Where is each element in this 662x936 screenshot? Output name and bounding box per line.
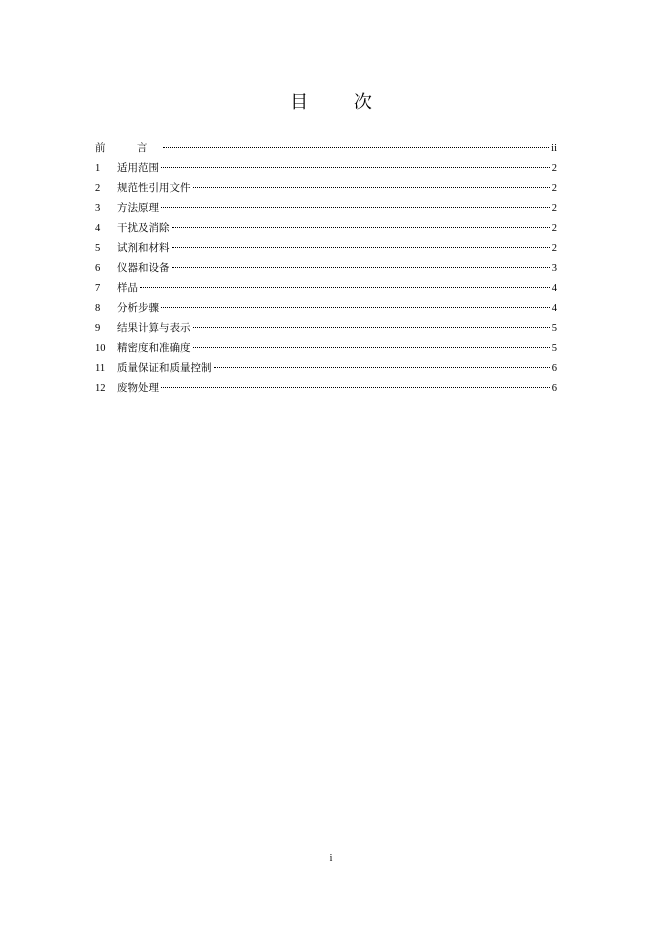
toc-entry-number: 10 <box>95 343 106 354</box>
toc-leader-dots <box>193 187 550 188</box>
toc-entry-number: 9 <box>95 323 101 334</box>
toc-leader-dots <box>140 287 550 288</box>
toc-entry-page: 6 <box>551 363 557 374</box>
toc-entry-number: 2 <box>95 183 101 194</box>
toc-entry-title: 适用范围 <box>117 162 159 174</box>
toc-leader-dots <box>172 227 550 228</box>
toc-leader-dots <box>172 247 550 248</box>
toc-entry-number: 3 <box>95 203 101 214</box>
toc-entry-number: 12 <box>95 383 106 394</box>
toc-entry-title: 质量保证和质量控制 <box>117 362 212 374</box>
toc-leader-dots <box>161 207 550 208</box>
toc-entry[interactable] <box>95 238 557 258</box>
toc-entry-title: 精密度和准确度 <box>117 342 191 354</box>
toc-leader-dots <box>161 307 550 308</box>
toc-entry[interactable] <box>95 298 557 318</box>
toc-entry[interactable] <box>95 318 557 338</box>
toc-entry-title: 规范性引用文件 <box>117 182 191 194</box>
toc-entry-page: 4 <box>551 303 557 314</box>
toc-entry-page: 2 <box>551 183 557 194</box>
toc-entry[interactable] <box>95 178 557 198</box>
toc-entry-number: 7 <box>95 283 101 294</box>
toc-entry-preface[interactable] <box>95 138 557 158</box>
toc-entry-title: 干扰及消除 <box>117 222 170 234</box>
toc-entry[interactable] <box>95 378 557 398</box>
toc-leader-dots <box>214 367 550 368</box>
toc-entry-title: 分析步骤 <box>117 302 159 314</box>
toc-entry-number: 5 <box>95 243 101 254</box>
toc-entry[interactable] <box>95 258 557 278</box>
toc-entry-number: 8 <box>95 303 101 314</box>
toc-entry-page: 2 <box>551 223 557 234</box>
toc-leader-dots <box>161 167 550 168</box>
toc-leader-dots <box>193 347 550 348</box>
toc-entry-title: 样品 <box>117 282 138 294</box>
toc-entry[interactable] <box>95 278 557 298</box>
page-title: 目 次 <box>290 92 392 113</box>
toc-entry-page: 4 <box>551 283 557 294</box>
toc-entry[interactable] <box>95 338 557 358</box>
toc-entry[interactable] <box>95 358 557 378</box>
toc-entry-page: 2 <box>551 203 557 214</box>
toc-entry-page: 6 <box>551 383 557 394</box>
toc-entry-number: 6 <box>95 263 101 274</box>
toc-entry[interactable] <box>95 198 557 218</box>
toc-entry-page: 2 <box>551 163 557 174</box>
toc-leader-dots <box>193 327 550 328</box>
toc-entry-title: 方法原理 <box>117 202 159 214</box>
toc-leader-dots <box>172 267 550 268</box>
toc-entry-page: 3 <box>551 263 557 274</box>
toc-entry-page: 5 <box>551 343 557 354</box>
toc-entry-title: 结果计算与表示 <box>117 322 191 334</box>
toc-entry-title: 废物处理 <box>117 382 159 394</box>
toc-entry-title: 试剂和材料 <box>117 242 170 254</box>
toc-entry-number: 4 <box>95 223 101 234</box>
toc-entry[interactable] <box>95 158 557 178</box>
toc-leader-dots <box>163 147 549 148</box>
toc-entry-title: 前 言 <box>95 142 162 154</box>
toc-entry-number: 11 <box>95 363 106 374</box>
page-number: i <box>329 853 333 864</box>
toc-entry-page: 5 <box>551 323 557 334</box>
toc-entry-page: ii <box>551 143 557 154</box>
toc-entry-page: 2 <box>551 243 557 254</box>
table-of-contents <box>95 138 557 398</box>
toc-entry-title: 仪器和设备 <box>117 262 170 274</box>
toc-entry-number: 1 <box>95 163 101 174</box>
toc-leader-dots <box>161 387 550 388</box>
toc-entry[interactable] <box>95 218 557 238</box>
